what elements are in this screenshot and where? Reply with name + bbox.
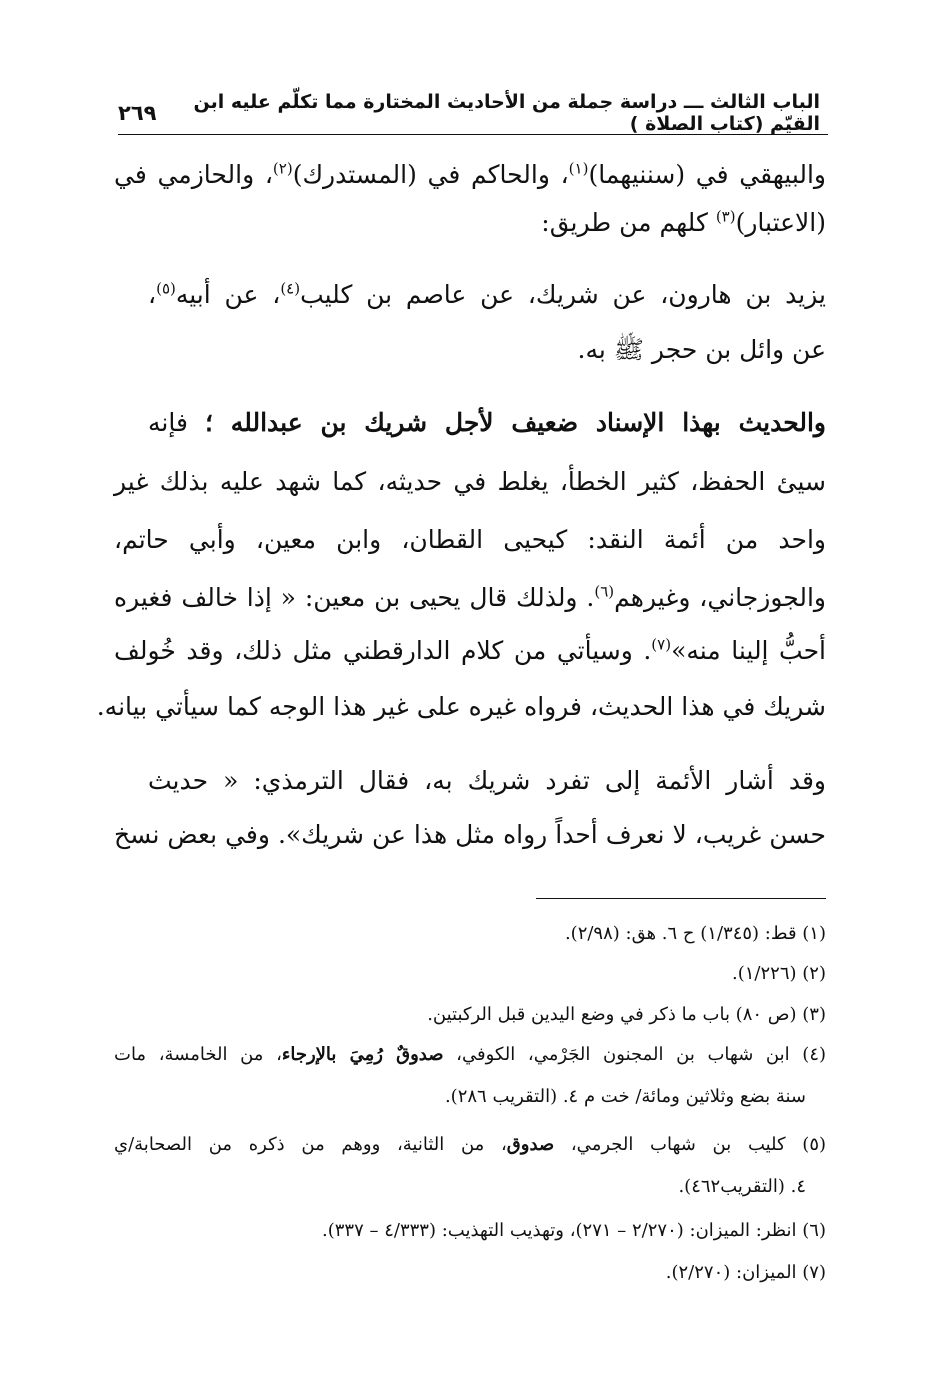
- running-header: [118, 91, 820, 135]
- header-title: الباب الثالث ـــ دراسة جملة من الأحاديث المختارة مما تكلّم عليه ابن القيّم (كتاب الصلاة ): [193, 91, 820, 135]
- footnote-ref-1[interactable]: (١): [568, 159, 589, 178]
- footnote-ref-3[interactable]: (٣): [715, 207, 736, 226]
- footnote-ref-6[interactable]: (٦): [594, 582, 615, 601]
- bold-ruling: والحديث بهذا الإسناد ضعيف لأجل شريك بن عبدالله ؛: [205, 408, 826, 437]
- footnote-ref-7[interactable]: (٧): [651, 635, 672, 654]
- footnote-ref-4[interactable]: (٤): [280, 279, 301, 298]
- footnote-4: (٤) ابن شهاب بن المجنون الجَرْمي، الكوفي، صدوقٌ رُمِيَ بالإرجاء، من الخامسة، مات: [114, 1044, 827, 1065]
- body-line-4: عن وائل بن حجر ﷺ به.: [577, 335, 826, 364]
- body-line-5: والحديث بهذا الإسناد ضعيف لأجل شريك بن عبدالله ؛ فإنه: [148, 408, 826, 437]
- footnote-4-cont: سنة بضع وثلاثين ومائة/ خت م ٤. (التقريب ٢٨٦).: [444, 1086, 806, 1107]
- footnote-2: (٢) (١/٢٢٦).: [732, 963, 826, 984]
- header-rule: [118, 134, 828, 135]
- body-line-6: سيئ الحفظ، كثير الخطأ، يغلط في حديثه، كما شهد عليه بذلك غير: [114, 467, 826, 496]
- body-line-12: حسن غريب، لا نعرف أحداً رواه مثل هذا عن شريك». وفي بعض نسخ: [114, 820, 826, 849]
- body-line-10: شريك في هذا الحديث، فرواه غيره على غير هذا الوجه كما سيأتي بيانه.: [96, 692, 826, 721]
- footnote-rule: [536, 898, 826, 899]
- footnote-ref-2[interactable]: (٢): [272, 159, 293, 178]
- footnote-1: (١) قط: (١/٣٤٥) ح ٦. هق: (٢/٩٨).: [564, 923, 826, 944]
- footnote-6: (٦) انظر: الميزان: (٢/٢٧٠ – ٢٧١)، وتهذيب التهذيب: (٤/٣٣٣ – ٣٣٧).: [322, 1220, 826, 1241]
- footnote-5: (٥) كليب بن شهاب الجرمي، صدوق، من الثانية، ووهم من ذكره من الصحابة/ي: [114, 1134, 827, 1155]
- footnote-5-cont: ٤. (التقريب٤٦٢).: [678, 1176, 806, 1197]
- body-line-3: يزيد بن هارون، عن شريك، عن عاصم بن كليب$^{(٤)}$، عن أبيه$^{(٥)}$،: [148, 279, 826, 309]
- footnote-7: (٧) الميزان: (٢/٢٧٠).: [665, 1262, 826, 1283]
- body-line-1: والبيهقي في (سننيهما)$^{(١)}$، والحاكم في (المستدرك)$^{(٢)}$، والحازمي في: [114, 159, 826, 189]
- body-line-9: أحبُّ إلينا منه»$^{(٧)}$. وسيأتي من كلام الدارقطني مثل ذلك، وقد خُولف: [114, 635, 826, 665]
- body-line-8: والجوزجاني، وغيرهم$^{(٦)}$. ولذلك قال يحيى بن معين: « إذا خالف فغيره: [114, 582, 827, 612]
- body-line-2: (الاعتبار)$^{(٣)}$ كلهم من طريق:: [541, 207, 826, 237]
- page-number: ٢٦٩: [118, 101, 157, 125]
- body-line-7: واحد من أئمة النقد: كيحيى القطان، وابن معين، وأبي حاتم،: [114, 525, 826, 554]
- footnote-3: (٣) (ص ٨٠) باب ما ذكر في وضع اليدين قبل الركبتين.: [427, 1004, 826, 1025]
- body-line-11: وقد أشار الأئمة إلى تفرد شريك به، فقال الترمذي: « حديث: [148, 766, 826, 795]
- footnote-ref-5[interactable]: (٥): [156, 279, 176, 298]
